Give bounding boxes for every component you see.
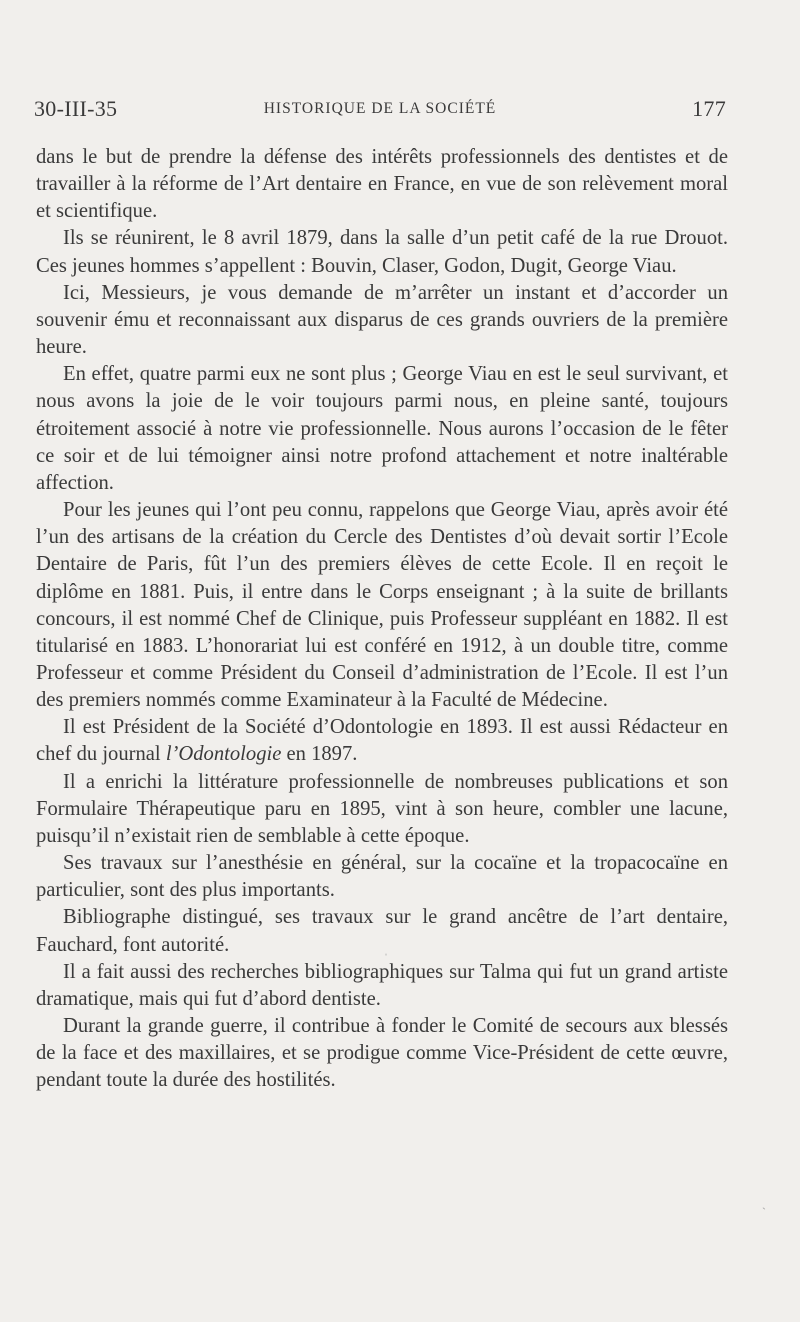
header-title: HISTORIQUE DE LA SOCIÉTÉ: [263, 100, 497, 117]
scan-speck: ˌ: [384, 942, 388, 956]
paragraph: dans le but de prendre la défense des intérêts professionnels des dentistes et de travailler à la réforme de l’Art dentaire en France, en vue de son relèvement moral et scientifique.: [36, 146, 728, 223]
paragraph: Pour les jeunes qui l’ont peu connu, rappelons que George Viau, après avoir été l’un des artisans de la création du Cercle des Dentistes d’où devait sortir l’Ecole Dentaire de Paris, fût l’un des premiers élèves de cette Ecole. Il en reçoit le diplôme en 1881. Puis, il entre dans le Corps enseignant ; à la suite de brillants concours, il est nommé Chef de Clinique, puis Professeur suppléant en 1882. Il est titularisé en 1883. L’honorariat lui est conféré en 1912, à un double titre, comme Professeur et comme Président du Conseil d’administration de l’Ecole. Il est l’un des premiers nommés comme Examinateur à la Faculté de Médecine.: [36, 499, 728, 712]
scan-speck: ˎ: [762, 1196, 766, 1210]
paragraph: Il a enrichi la littérature professionnelle de nombreuses publications et son Formulaire Thérapeutique paru en 1895, vint à son heure, combler une lacune, puisqu’il n’existait rien de semblable à cette époque.: [36, 770, 728, 847]
paragraph: Ses travaux sur l’anesthésie en général, sur la cocaïne et la tropacocaïne en particulier, sont des plus importants.: [36, 852, 728, 902]
paragraph-text: en 1897.: [281, 743, 358, 766]
page-number: 177: [692, 96, 726, 121]
paragraph: En effet, quatre parmi eux ne sont plus ; George Viau en est le seul survivant, et nous avons la joie de le voir toujours parmi nous, en pleine santé, toujours étroitement associé à notre vie professionnelle. Nous aurons l’occasion de le fêter ce soir et de lui témoigner ainsi notre profond attachement et notre inaltérable affection.: [36, 363, 728, 494]
paragraph: [36, 714, 728, 768]
paragraph: Bibliographe distingué, ses travaux sur le grand ancêtre de l’art dentaire, Fauchard, font autorité.: [36, 906, 728, 956]
body-text: [36, 144, 728, 1094]
running-header: [34, 96, 726, 128]
paragraph-text: Il est Président de la Société d’Odontologie en 1893. Il est aussi Rédacteur en chef du journal: [36, 716, 728, 766]
paragraph: Il a fait aussi des recherches bibliographiques sur Talma qui fut un grand artiste dramatique, mais qui fut d’abord dentiste.: [36, 960, 728, 1010]
journal-title: l’Odontologie: [165, 743, 282, 766]
paragraph: Ils se réunirent, le 8 avril 1879, dans la salle d’un petit café de la rue Drouot. Ces jeunes hommes s’appellent : Bouvin, Claser, Godon, Dugit, George Viau.: [36, 227, 728, 277]
header-date: 30-III-35: [34, 96, 118, 121]
paragraph: Durant la grande guerre, il contribue à fonder le Comité de secours aux blessés de la face et des maxillaires, et se prodigue comme Vice-Président de cette œuvre, pendant toute la durée des hostilités.: [36, 1015, 728, 1092]
paragraph: Ici, Messieurs, je vous demande de m’arrêter un instant et d’accorder un souvenir ému et reconnaissant aux disparus de ces grands ouvriers de la première heure.: [36, 281, 728, 359]
